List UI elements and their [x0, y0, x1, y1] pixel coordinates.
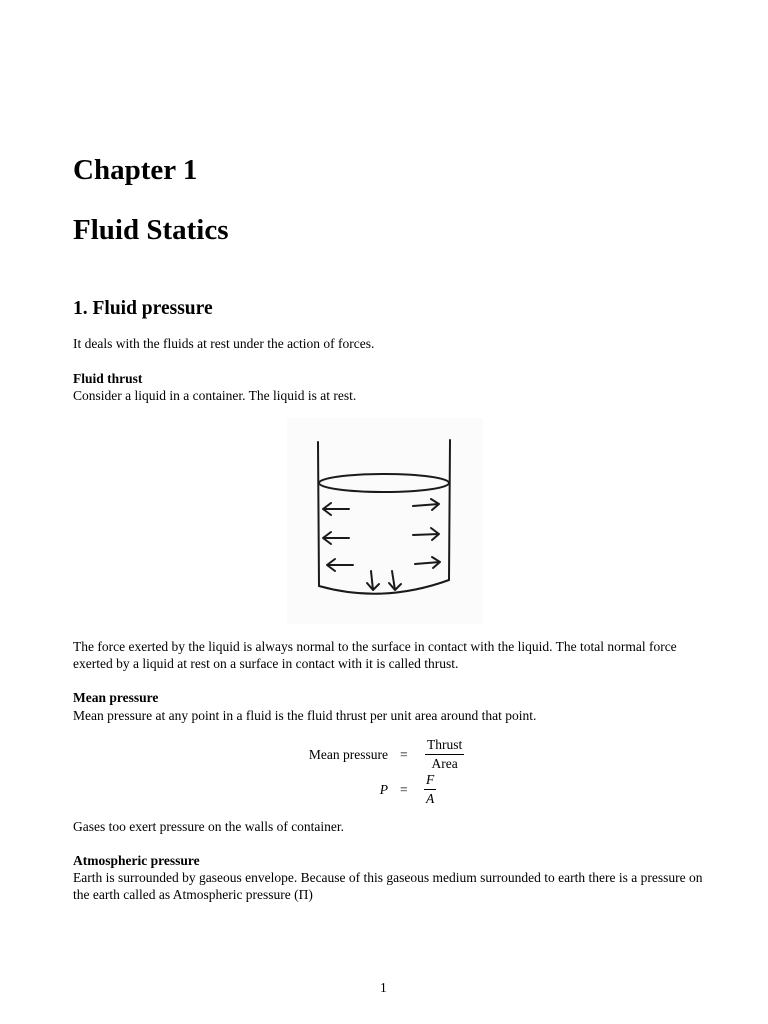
chapter-label: Chapter 1: [73, 154, 198, 186]
liquid-container-figure: [287, 418, 483, 624]
equation-2-equals: =: [400, 782, 408, 797]
equation-1-fraction: [425, 737, 464, 772]
equation-1-equals: =: [400, 747, 408, 762]
equation-2-numerator: F: [426, 772, 435, 787]
equation-1-denominator: Area: [431, 756, 458, 771]
mean-pressure-heading: Mean pressure: [73, 690, 159, 705]
equation-2-lhs: P: [379, 782, 388, 797]
chapter-title: Fluid Statics: [73, 214, 229, 246]
intro-paragraph: It deals with the fluids at rest under the action of forces.: [73, 336, 375, 351]
equation-2-fraction: [424, 772, 436, 807]
page-number: 1: [380, 980, 387, 995]
equation-1-numerator: Thrust: [427, 737, 463, 752]
atmospheric-pressure-text: Earth is surrounded by gaseous envelope. Because of this gaseous medium surrounded to earth there is a pressure on the earth called as Atmospheric pressure (Π): [73, 870, 703, 902]
equation-2-denominator: A: [426, 791, 435, 806]
fluid-thrust-text: Consider a liquid in a container. The liquid is at rest.: [73, 388, 357, 403]
equation-1-lhs: Mean pressure: [308, 747, 388, 762]
mean-pressure-text: Mean pressure at any point in a fluid is the fluid thrust per unit area around that point.: [73, 708, 537, 723]
section-heading: 1. Fluid pressure: [73, 298, 213, 319]
gases-pressure-text: Gases too exert pressure on the walls of container.: [73, 819, 345, 834]
fraction-bar: [424, 789, 436, 790]
atmospheric-pressure-heading: Atmospheric pressure: [73, 853, 200, 868]
fraction-bar: [425, 754, 464, 755]
container-right-wall: [449, 440, 450, 580]
thrust-definition-paragraph: The force exerted by the liquid is always normal to the surface in contact with the liquid. The total normal force exerted by a liquid at rest on a surface in contact with it is called thrust.: [73, 639, 677, 671]
fluid-thrust-heading: Fluid thrust: [73, 371, 143, 386]
container-left-wall: [318, 442, 319, 586]
